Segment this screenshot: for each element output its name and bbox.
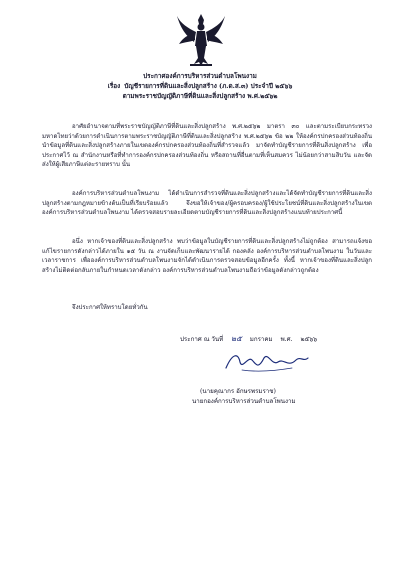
law-reference: ตามพระราชบัญญัติภาษีที่ดินและสิ่งปลูกสร้าง พ.ศ.๒๕๖๒: [122, 92, 278, 100]
signatory-position: นายกองค์การบริหารส่วนตำบลโพนงาม: [192, 398, 296, 405]
signatory-name: (นายคุณากร อักษรพรมราช): [200, 388, 276, 395]
date-year: ๒๕๖๖: [300, 336, 318, 343]
paragraph-survey-complete: องค์การบริหารส่วนตำบลโพนงาม ได้ดำเนินการสำรวจที่ดินและสิ่งปลูกสร้างและได้จัดทำบัญชีรายการที่ดินและสิ่งปลูกสร้างตามกฎหมายข้างต้นเป็นที่เรียบร้อยแล้ว จึงขอให้เจ้าของ/ผู้ครอบครอง/ผู้ใช้ประโยชน์ที่ดินและสิ่งปลูกสร้างในเขตองค์การบริหารส่วนตำบลโพนงาม ได้ตรวจสอบรายละเอียดตามบัญชีรายการที่ดินและสิ่งปลูกสร้างแนบท้ายประกาศนี้: [42, 190, 372, 217]
garuda-emblem-icon: [176, 12, 226, 68]
paragraph-legal-basis: อาศัยอำนาจตามที่พระราชบัญญัติภาษีที่ดินและสิ่งปลูกสร้าง พ.ศ.๒๕๖๒ มาตรา ๓๐ และตามระเบียบกระทรวงมหาดไทยว่าด้วยการดำเนินการตามพระราชบัญญัติภาษีที่ดินและสิ่งปลูกสร้าง พ.ศ.๒๕๖๒ ข้อ ๒๒ ให้องค์กรปกครองส่วนท้องถิ่นนำข้อมูลที่ดินและสิ่งปลูกสร้างภายในเขตองค์กรปกครองส่วนท้องถิ่นที่สำรวจแล้ว มาจัดทำบัญชีรายการที่ดินสิ่งปลูกสร้าง เพื่อประกาศไว้ ณ สำนักงานหรือที่ทำการองค์กรปกครองส่วนท้องถิ่น หรือสถานที่อื่นตามที่เห็นสมควร ไม่น้อยกว่าสามสิบวัน และจัดส่งให้ผู้เสียภาษีแต่ละรายทราบ นั้น: [42, 123, 372, 169]
paragraph-closing: จึงประกาศให้ทราบโดยทั่วกัน: [72, 304, 148, 311]
date-prefix: ประกาศ ณ วันที่: [180, 336, 224, 343]
subject-line: [0, 82, 400, 91]
handwritten-signature: [222, 348, 312, 376]
subject-text: บัญชีรายการที่ดินและสิ่งปลูกสร้าง (ภ.ด.ส.๓) ประจำปี ๒๕๖๖: [124, 82, 293, 90]
announcement-date: [180, 333, 323, 345]
date-era: พ.ศ.: [280, 336, 293, 343]
subject-prefix: เรื่อง: [107, 82, 121, 90]
announcement-heading: ประกาศองค์การบริหารส่วนตำบลโพนงาม: [143, 72, 257, 80]
date-month: มกราคม: [249, 336, 273, 343]
paragraph-correction-notice: อนึ่ง หากเจ้าของที่ดินและสิ่งปลูกสร้าง พบว่าข้อมูลในบัญชีรายการที่ดินและสิ่งปลูกสร้างไม่ถูกต้อง สามารถแจ้งขอแก้ไขรายการดังกล่าวได้ภายใน ๑๕ วัน ณ งานจัดเก็บและพัฒนารายได้ กองคลัง องค์การบริหารส่วนตำบลโพนงาม ในวันและเวลาราชการ เพื่อองค์การบริหารส่วนตำบลโพนงามจักได้ดำเนินการตรวจสอบข้อมูลอีกครั้ง ทั้งนี้ หากเจ้าของที่ดินและสิ่งปลูกสร้างไม่ติดต่อกลับภายในกำหนดเวลาดังกล่าว องค์การบริหารส่วนตำบลโพนงามถือว่าข้อมูลดังกล่าวถูกต้อง: [42, 238, 372, 274]
date-day: ๒๕: [231, 334, 242, 343]
